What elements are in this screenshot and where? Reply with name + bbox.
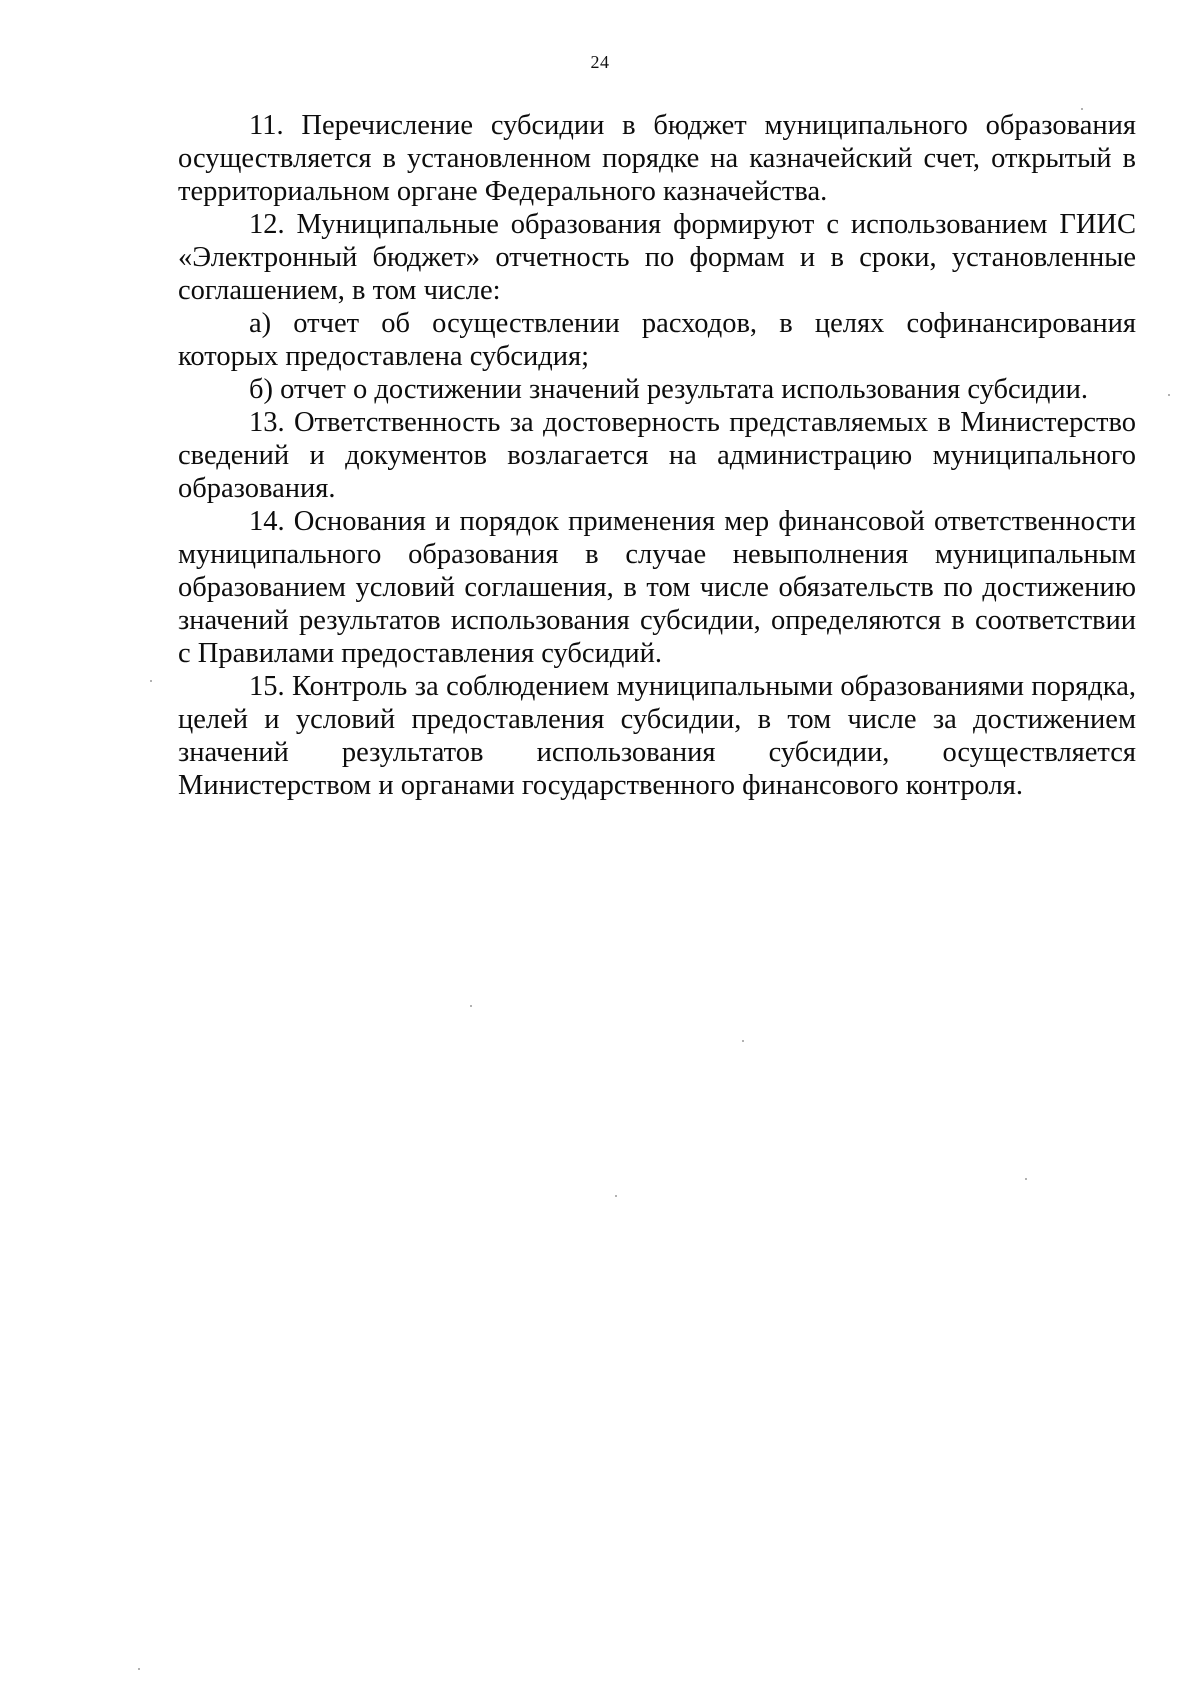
document-body (178, 109, 1136, 802)
scan-speck (470, 1005, 472, 1007)
scan-speck (138, 1668, 140, 1670)
paragraph-12-a: а) отчет об осуществлении расходов, в целях софинансирования которых предоставлена субсидия; (178, 308, 1136, 372)
paragraph-12-b: б) отчет о достижении значений результата использования субсидии. (249, 374, 1088, 405)
scan-speck (742, 1040, 744, 1042)
paragraph-15: 15. Контроль за соблюдением муниципальными образованиями порядка, целей и условий предоставления субсидии, в том числе за достижением значений результатов использования субсидии, осуществляется Министерством и органами государственного финансового контроля. (178, 671, 1136, 801)
paragraph-14: 14. Основания и порядок применения мер финансовой ответственности муниципального образования в случае невыполнения муниципальным образованием условий соглашения, в том числе обязательств по достижению значений результатов использования субсидии, определяются в соответствии с Правилами предоставления субсидий. (178, 506, 1136, 669)
scan-speck (1025, 1178, 1027, 1180)
paragraph-12: 12. Муниципальные образования формируют с использованием ГИИС «Электронный бюджет» отчетность по формам и в сроки, установленные соглашением, в том числе: (178, 209, 1136, 306)
scan-speck (615, 1195, 617, 1197)
paragraph-11: 11. Перечисление субсидии в бюджет муниципального образования осуществляется в установленном порядке на казначейский счет, открытый в территориальном органе Федерального казначейства. (178, 110, 1136, 207)
scan-speck (150, 680, 152, 682)
scan-speck (1168, 394, 1170, 396)
paragraph-13: 13. Ответственность за достоверность представляемых в Министерство сведений и документов возлагается на администрацию муниципального образования. (178, 407, 1136, 504)
scan-speck (1081, 108, 1083, 110)
page-number: 24 (590, 52, 610, 72)
